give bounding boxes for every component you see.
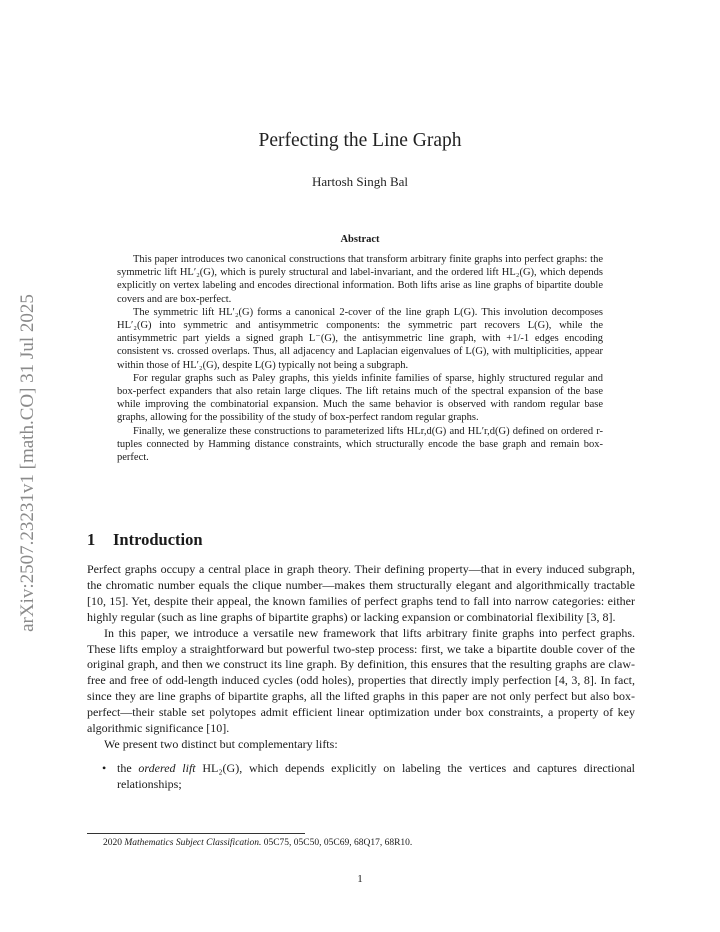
bullet-term: ordered lift: [138, 760, 196, 775]
bullet-text: HL₂(G), which depends explicitly on labeling the vertices and captures directional relationships;: [117, 760, 635, 791]
abstract-heading: Abstract: [340, 234, 380, 245]
body-paragraph: Perfect graphs occupy a central place in graph theory. Their defining property—that in every induced subgraph, the chromatic number equals the clique number—makes them structurally elegant and algorithmically tractable [10, 15]. Yet, despite their appeal, the known families of perfect graphs tend to fall into narrow categories: either highly regular (such as line graphs of bipartite graphs) or lacking expansion or combinatorial flexibility [3, 8].: [87, 562, 635, 624]
abstract-paragraph: The symmetric lift HL′₂(G) forms a canonical 2-cover of the line graph L(G). This involution decomposes HL′₂(G) into symmetric and antisymmetric components: the symmetric part recovers L(G), while the antisymmetric part yields a signed graph L⁻(G), the antisymmetric line graph, with +1/-1 edges encoding consistent vs. crossed overlaps. Thus, all adjacency and Laplacian eigenvalues of L(G), with multiplicities, appear within those of HL′₂(G), despite L(G) typically not being a subgraph.: [117, 306, 603, 371]
bullet-icon: •: [102, 760, 107, 775]
section-number: 1: [87, 530, 96, 549]
footnote-label: Mathematics Subject Classification.: [124, 838, 262, 848]
page-number: 1: [357, 873, 363, 885]
body-paragraph: In this paper, we introduce a versatile new framework that lifts arbitrary finite graphs into perfect graphs. These lifts employ a straightforward but powerful two-step process: first, we take a bipartite double cover of the original graph, and then we construct its line graph. By definition, this ensures that the resulting graphs are claw-free and free of odd-length induced cycles (odd holes), properties that directly imply perfection [4, 3, 8]. In fact, since they are line graphs of bipartite graphs, all the lifted graphs in this paper are not only perfect but also box-perfect—their stable set polytopes admit efficient linear optimization under box constraints, a property of key algorithmic significance [10].: [87, 625, 635, 736]
paper-title: Perfecting the Line Graph: [258, 130, 462, 151]
body-paragraph: We present two distinct but complementary lifts:: [104, 736, 338, 751]
footnote-lead: 2020: [103, 838, 125, 848]
bullet-lead: the: [117, 760, 139, 775]
introduction-body: [87, 562, 635, 793]
footnote-rule: [87, 833, 305, 834]
section-title: Introduction: [113, 530, 203, 549]
arxiv-identifier-stamp: arXiv:2507.23231v1 [math.CO] 31 Jul 2025: [17, 294, 38, 632]
author-name: Hartosh Singh Bal: [311, 174, 409, 189]
section-heading: [87, 530, 203, 550]
footnote: [103, 838, 412, 848]
lift-list: [87, 761, 635, 793]
abstract-paragraph: This paper introduces two canonical constructions that transform arbitrary finite graphs into perfect graphs: the symmetric lift HL′₂(G), which is purely structural and label-invariant, and the ordered lift HL₂(G), which depends explicitly on vertex labeling and encodes directional information. Both lifts arise as line graphs of bipartite double covers and are box-perfect.: [117, 254, 603, 305]
abstract-paragraph: Finally, we generalize these constructions to parameterized lifts HLr,d(G) and HL′r,d(G) defined on ordered r-tuples connected by Hamming distance constraints, which structurally encode the base graph and remain box-perfect.: [117, 425, 603, 464]
abstract-body: [117, 253, 603, 464]
footnote-codes: 05C75, 05C50, 05C69, 68Q17, 68R10.: [261, 838, 413, 848]
abstract-paragraph: For regular graphs such as Paley graphs, this yields infinite families of sparse, highly structured regular and box-perfect expanders that also retain large cliques. The lift retains much of the spectral expansion of the base while improving the combinatorial expansion. Much the same behavior is observed with random regular base graphs, allowing for the possibility of the study of box-perfect random regular graphs.: [117, 372, 603, 424]
list-item: [102, 760, 635, 793]
